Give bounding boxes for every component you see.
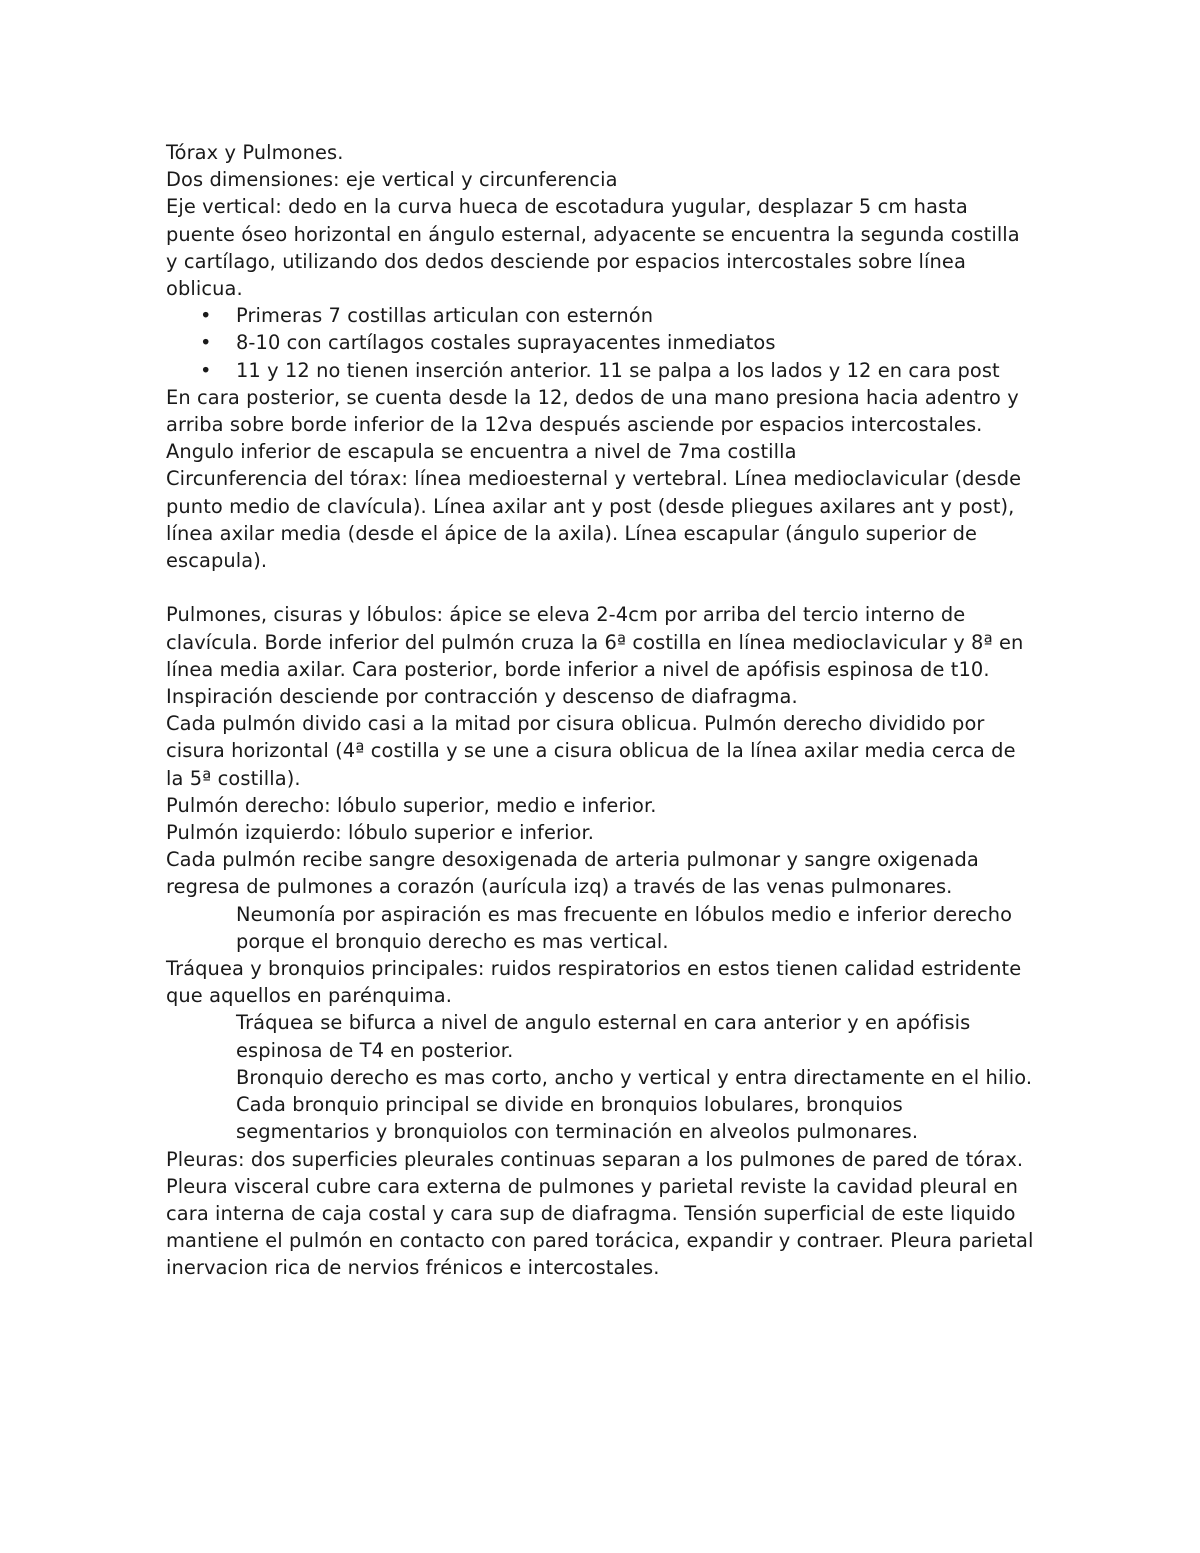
bullet-icon: • bbox=[200, 358, 212, 382]
paragraph-dimensions: Dos dimensiones: eje vertical y circunferencia bbox=[166, 168, 618, 192]
document-body bbox=[166, 139, 1036, 1282]
list-item bbox=[166, 329, 1036, 356]
document-title: Tórax y Pulmones. bbox=[166, 141, 344, 164]
paragraph-right-lung: Pulmón derecho: lóbulo superior, medio e inferior. bbox=[166, 793, 657, 817]
paragraph-pleura: Pleuras: dos superficies pleurales continuas separan a los pulmones de pared de tórax. Pleura visceral cubre cara externa de pulmones y parietal reviste la cavidad pleural en cara interna de caja costal y cara sup de diafragma. Tensión superficial de este liquido mantiene el pulmón en contacto con pared torácica, expandir y contraer. Pleura parietal inervacion rica de nervios frénicos e intercostales. bbox=[166, 1147, 1034, 1280]
paragraph-circumference: Circunferencia del tórax: línea medioesternal y vertebral. Línea medioclavicular (desde punto medio de clavícula). Línea axilar ant y post (desde pliegues axilares ant y post), línea axilar media (desde el ápice de la axila). Línea escapular (ángulo superior de escapula). bbox=[166, 467, 1022, 573]
paragraph-trachea: Tráquea y bronquios principales: ruidos respiratorios en estos tienen calidad estridente que aquellos en parénquima. bbox=[166, 957, 1022, 1008]
rib-bullet-list bbox=[166, 302, 1036, 384]
paragraph-bifurcation: Tráquea se bifurca a nivel de angulo esternal en cara anterior y en apófisis espinosa de T4 en posterior. bbox=[236, 1011, 971, 1062]
list-item-text: 8-10 con cartílagos costales suprayacentes inmediatos bbox=[236, 331, 776, 355]
paragraph-blood: Cada pulmón recibe sangre desoxigenada de arteria pulmonar y sangre oxigenada regresa de pulmones a corazón (aurícula izq) a través de las venas pulmonares. bbox=[166, 848, 979, 899]
paragraph-lungs: Pulmones, cisuras y lóbulos: ápice se eleva 2-4cm por arriba del tercio interno de clavícula. Borde inferior del pulmón cruza la 6ª costilla en línea medioclavicular y 8ª en línea media axilar. Cara posterior, borde inferior a nivel de apófisis espinosa de t10. Inspiración desciende por contracción y descenso de diafragma. bbox=[166, 603, 1024, 709]
paragraph-bronchi-division: Cada bronquio principal se divide en bronquios lobulares, bronquios segmentarios y bronquiolos con terminación en alveolos pulmonares. bbox=[236, 1093, 919, 1144]
list-item-text: 11 y 12 no tienen inserción anterior. 11 se palpa a los lados y 12 en cara post bbox=[236, 358, 1000, 382]
paragraph-pneumonia: Neumonía por aspiración es mas frecuente en lóbulos medio e inferior derecho porque el bronquio derecho es mas vertical. bbox=[236, 902, 1013, 953]
bullet-icon: • bbox=[200, 304, 212, 328]
paragraph-vertical-axis: Eje vertical: dedo en la curva hueca de escotadura yugular, desplazar 5 cm hasta puente óseo horizontal en ángulo esternal, adyacente se encuentra la segunda costilla y cartílago, utilizando dos dedos desciende por espacios intercostales sobre línea oblicua. bbox=[166, 195, 1020, 301]
paragraph-left-lung: Pulmón izquierdo: lóbulo superior e inferior. bbox=[166, 821, 595, 845]
blank-line bbox=[166, 574, 1036, 601]
list-item bbox=[166, 357, 1036, 384]
paragraph-posterior: En cara posterior, se cuenta desde la 12, dedos de una mano presiona hacia adentro y arriba sobre borde inferior de la 12va después asciende por espacios intercostales. Angulo inferior de escapula se encuentra a nivel de 7ma costilla bbox=[166, 385, 1019, 464]
paragraph-right-bronchus: Bronquio derecho es mas corto, ancho y vertical y entra directamente en el hilio. bbox=[236, 1065, 1033, 1089]
list-item bbox=[166, 302, 1036, 329]
list-item-text: Primeras 7 costillas articulan con esternón bbox=[236, 304, 654, 328]
paragraph-fissures: Cada pulmón divido casi a la mitad por cisura oblicua. Pulmón derecho dividido por cisura horizontal (4ª costilla y se une a cisura oblicua de la línea axilar media cerca de la 5ª costilla). bbox=[166, 712, 1016, 790]
bullet-icon: • bbox=[200, 331, 212, 355]
